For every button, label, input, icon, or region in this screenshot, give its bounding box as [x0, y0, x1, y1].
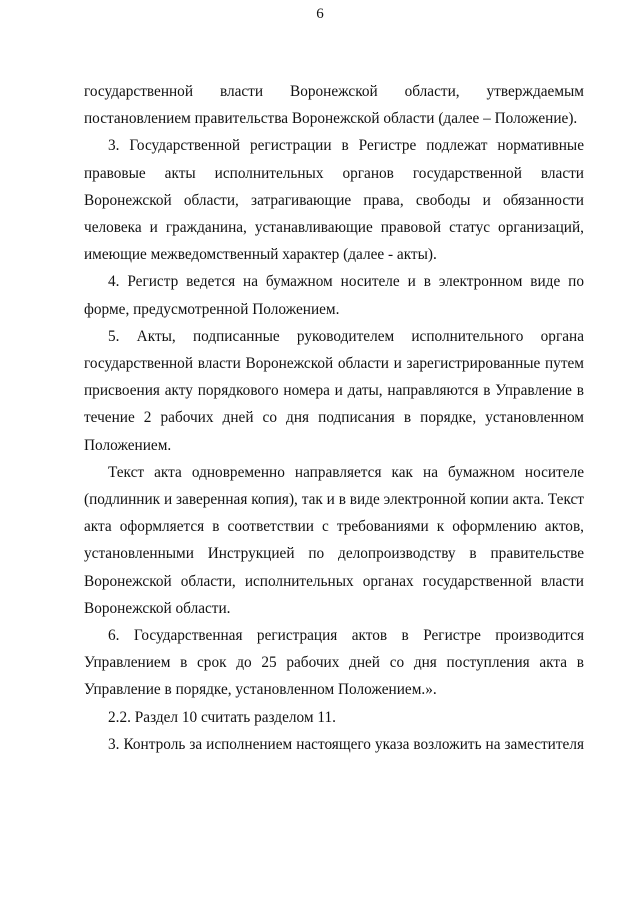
- text-line: 4. Регистр ведется на бумажном носителе и в электронном виде по: [108, 273, 584, 291]
- text-line: присвоения акту порядкового номера и даты, направляются в Управление в: [84, 382, 584, 400]
- text-line: 2.2. Раздел 10 считать разделом 11.: [108, 708, 336, 726]
- paragraph-p4: [84, 268, 584, 322]
- text-line: правовые акты исполнительных органов государственной власти: [84, 164, 584, 182]
- text-line: государственной власти Воронежской области и зарегистрированные путем: [84, 355, 584, 373]
- text-line: человека и гражданина, устанавливающие правовой статус организаций,: [84, 219, 584, 237]
- paragraph-p-control: [84, 731, 584, 758]
- paragraph-p3: [84, 132, 584, 268]
- text-line: Положением.: [84, 436, 172, 454]
- text-line: государственной власти Воронежской области, утверждаемым: [84, 83, 584, 100]
- text-line: Управление в порядке, установленном Положением.».: [84, 681, 437, 699]
- document-body: [84, 78, 584, 758]
- text-line: 6. Государственная регистрация актов в Регистре производится: [108, 627, 584, 645]
- paragraph-p5: [84, 323, 584, 459]
- text-line: Воронежской области, исполнительных органах государственной власти: [84, 572, 584, 590]
- text-line: (подлинник и заверенная копия), так и в виде электронной копии акта. Текст: [84, 491, 584, 509]
- text-line: имеющие межведомственный характер (далее - акты).: [84, 246, 437, 264]
- text-line: Воронежской области, затрагивающие права, свободы и обязанности: [84, 191, 584, 209]
- text-line: течение 2 рабочих дней со дня подписания в порядке, установленном: [84, 409, 584, 427]
- text-line: Текст акта одновременно направляется как на бумажном носителе: [108, 463, 584, 481]
- paragraph-p-text: [84, 459, 584, 622]
- text-line: акта оформляется в соответствии с требованиями к оформлению актов,: [84, 518, 584, 536]
- text-line: форме, предусмотренной Положением.: [84, 300, 340, 318]
- text-line: постановлением правительства Воронежской области (далее – Положение).: [84, 110, 578, 128]
- text-line: Управлением в срок до 25 рабочих дней со дня поступления акта в: [84, 654, 584, 672]
- text-line: Воронежской области.: [84, 599, 231, 617]
- text-line: 3. Государственной регистрации в Регистре подлежат нормативные: [108, 137, 584, 155]
- text-line: 5. Акты, подписанные руководителем исполнительного органа: [108, 327, 584, 345]
- paragraph-p22: [84, 704, 584, 731]
- text-line: 3. Контроль за исполнением настоящего указа возложить на заместителя: [108, 735, 584, 753]
- paragraph-p6: [84, 622, 584, 704]
- paragraph-p-intro: [84, 78, 584, 132]
- text-line: установленными Инструкцией по делопроизводству в правительстве: [84, 545, 584, 563]
- page-number: 6: [316, 6, 324, 22]
